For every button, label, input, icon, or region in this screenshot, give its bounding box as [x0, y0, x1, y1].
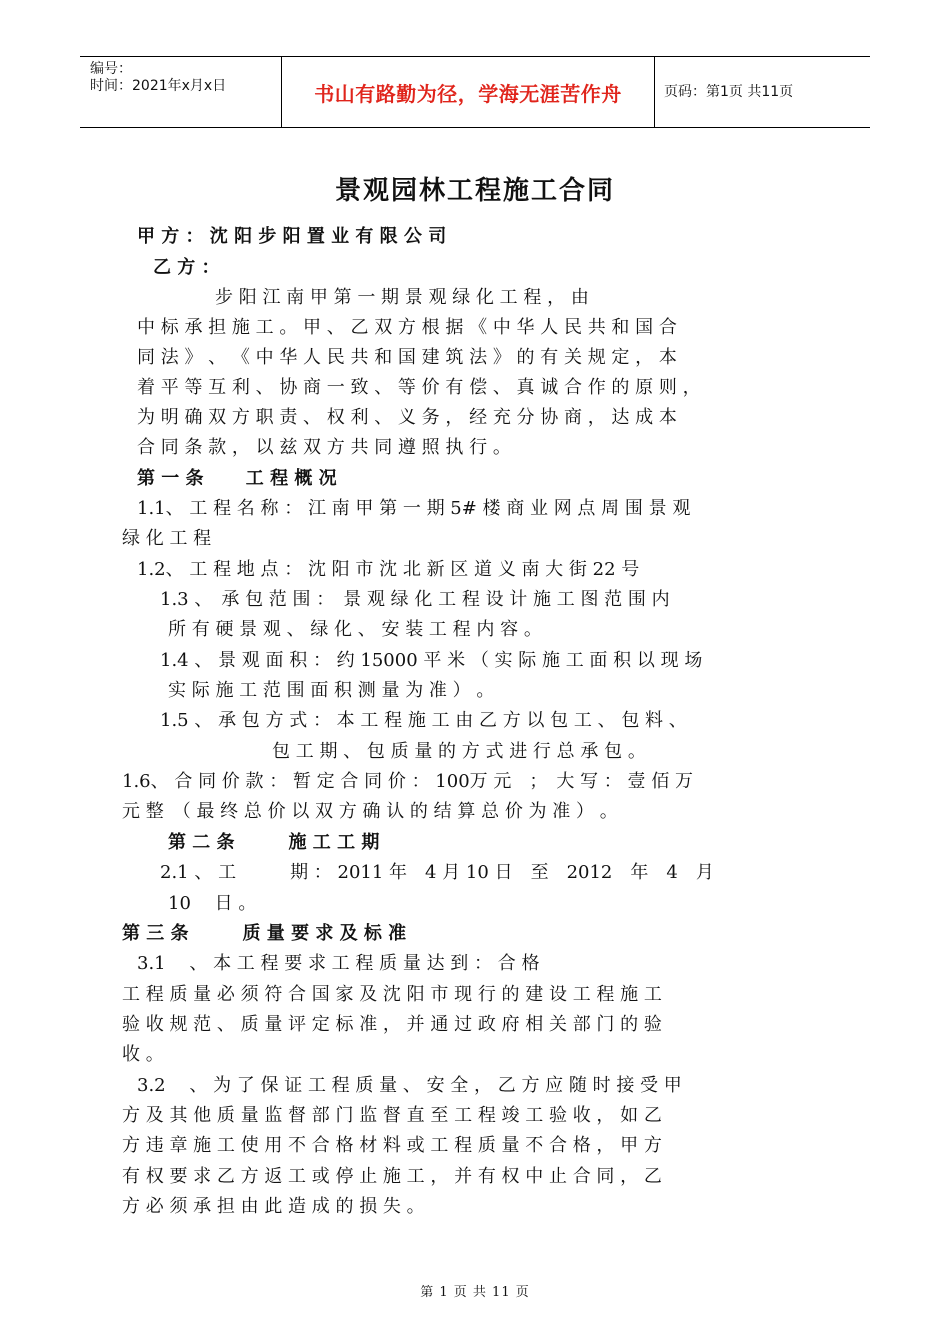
page-footer: 第 1 页 共 11 页: [420, 1285, 530, 1300]
body-line: 方 违 章 施 工 使 用 不 合 格 材 料 或 工 程 质 量 不 合 格 ， 甲 方: [122, 1135, 662, 1156]
document-title: 景观园林工程施工合同: [334, 176, 615, 206]
header-motto-cell: [281, 57, 655, 127]
party-b-line: 乙 方 ：: [153, 257, 220, 278]
body-line: 工 程 质 量 必 须 符 合 国 家 及 沈 阳 市 现 行 的 建 设 工 程 施 工: [122, 984, 662, 1005]
body-line: 元 整 （ 最 终 总 价 以 双 方 确 认 的 结 算 总 价 为 准 ） 。: [122, 801, 618, 822]
article-1-heading: 第 一 条 工 程 概 况: [137, 468, 337, 489]
article-3-heading: 第 三 条 质 量 要 求 及 标 准: [122, 923, 407, 944]
body-line: 包 工 期 、 包 质 量 的 方 式 进 行 总 承 包 。: [272, 741, 646, 762]
body-line: 3.1 、 本 工 程 要 求 工 程 质 量 达 到 ： 合 格: [137, 953, 540, 974]
time-label: 时间：2021年x月x日: [90, 78, 227, 94]
body-line: 1.6、 合 同 价 款 ： 暂 定 合 同 价 ： 100万 元 ； 大 写 ： 壹 佰 万: [122, 771, 693, 792]
body-line: 方 必 须 承 担 由 此 造 成 的 损 失 。: [122, 1196, 425, 1217]
body-line: 中 标 承 担 施 工 。 甲 、 乙 双 方 根 据 《 中 华 人 民 共 和 国 合: [137, 317, 677, 338]
page-info: 页码：第1页 共11页: [664, 83, 794, 100]
body-line: 合 同 条 款 ， 以 兹 双 方 共 同 遵 照 执 行 。: [137, 437, 511, 458]
body-line: 所 有 硬 景 观 、 绿 化 、 安 装 工 程 内 容 。: [168, 619, 542, 640]
body-line: 收 。: [122, 1044, 164, 1065]
body-line: 步 阳 江 南 甲 第 一 期 景 观 绿 化 工 程 ， 由: [215, 287, 589, 308]
party-a-line: 甲 方 ： 沈 阳 步 阳 置 业 有 限 公 司: [137, 226, 447, 247]
body-line: 着 平 等 互 利 、 协 商 一 致 、 等 价 有 偿 、 真 诚 合 作 的 原 则 ，: [137, 377, 701, 398]
motto-text: 书山有路勤为径，学海无涯苦作舟: [314, 81, 622, 106]
body-line: 1.3 、 承 包 范 围 ： 景 观 绿 化 工 程 设 计 施 工 图 范 围 内: [160, 589, 670, 610]
body-line: 实 际 施 工 范 围 面 积 测 量 为 准 ） 。: [168, 680, 495, 701]
body-line: 绿 化 工 程: [122, 528, 212, 549]
article-2-heading: 第 二 条 施 工 工 期: [168, 832, 380, 853]
body-line: 3.2 、 为 了 保 证 工 程 质 量 、 安 全 ， 乙 方 应 随 时 接 受 甲: [137, 1075, 682, 1096]
body-line: 有 权 要 求 乙 方 返 工 或 停 止 施 工 ， 并 有 权 中 止 合 同 ， 乙: [122, 1166, 662, 1187]
body-line: 2.1 、 工 期 ： 2011 年 4 月 10 日 至 2012 年 4 月: [160, 862, 714, 883]
body-line: 同 法 》 、 《 中 华 人 民 共 和 国 建 筑 法 》 的 有 关 规 定 ， 本: [137, 347, 677, 368]
body-line: 1.4 、 景 观 面 积 ： 约 15000 平 米 （ 实 际 施 工 面 积 以 现 场: [160, 650, 703, 671]
header-meta-cell: [80, 57, 280, 127]
header-page-cell: [654, 57, 870, 127]
body-line: 1.5 、 承 包 方 式 ： 本 工 程 施 工 由 乙 方 以 包 工 、 包 料 、: [160, 710, 687, 731]
body-line: 方 及 其 他 质 量 监 督 部 门 监 督 直 至 工 程 竣 工 验 收 ， 如 乙: [122, 1105, 662, 1126]
body-line: 为 明 确 双 方 职 责 、 权 利 、 义 务 ， 经 充 分 协 商 ， 达 成 本: [137, 407, 677, 428]
body-line: 1.1、 工 程 名 称 ： 江 南 甲 第 一 期 5# 楼 商 业 网 点 周 围 景 观: [137, 498, 691, 519]
document-header: [80, 56, 870, 128]
body-line: 1.2、 工 程 地 点 ： 沈 阳 市 沈 北 新 区 道 义 南 大 街 22 号: [137, 559, 640, 580]
number-label: 编号：: [90, 61, 132, 77]
body-line: 10 日 。: [168, 893, 257, 914]
body-line: 验 收 规 范 、 质 量 评 定 标 准 ， 并 通 过 政 府 相 关 部 门 的 验: [122, 1014, 662, 1035]
